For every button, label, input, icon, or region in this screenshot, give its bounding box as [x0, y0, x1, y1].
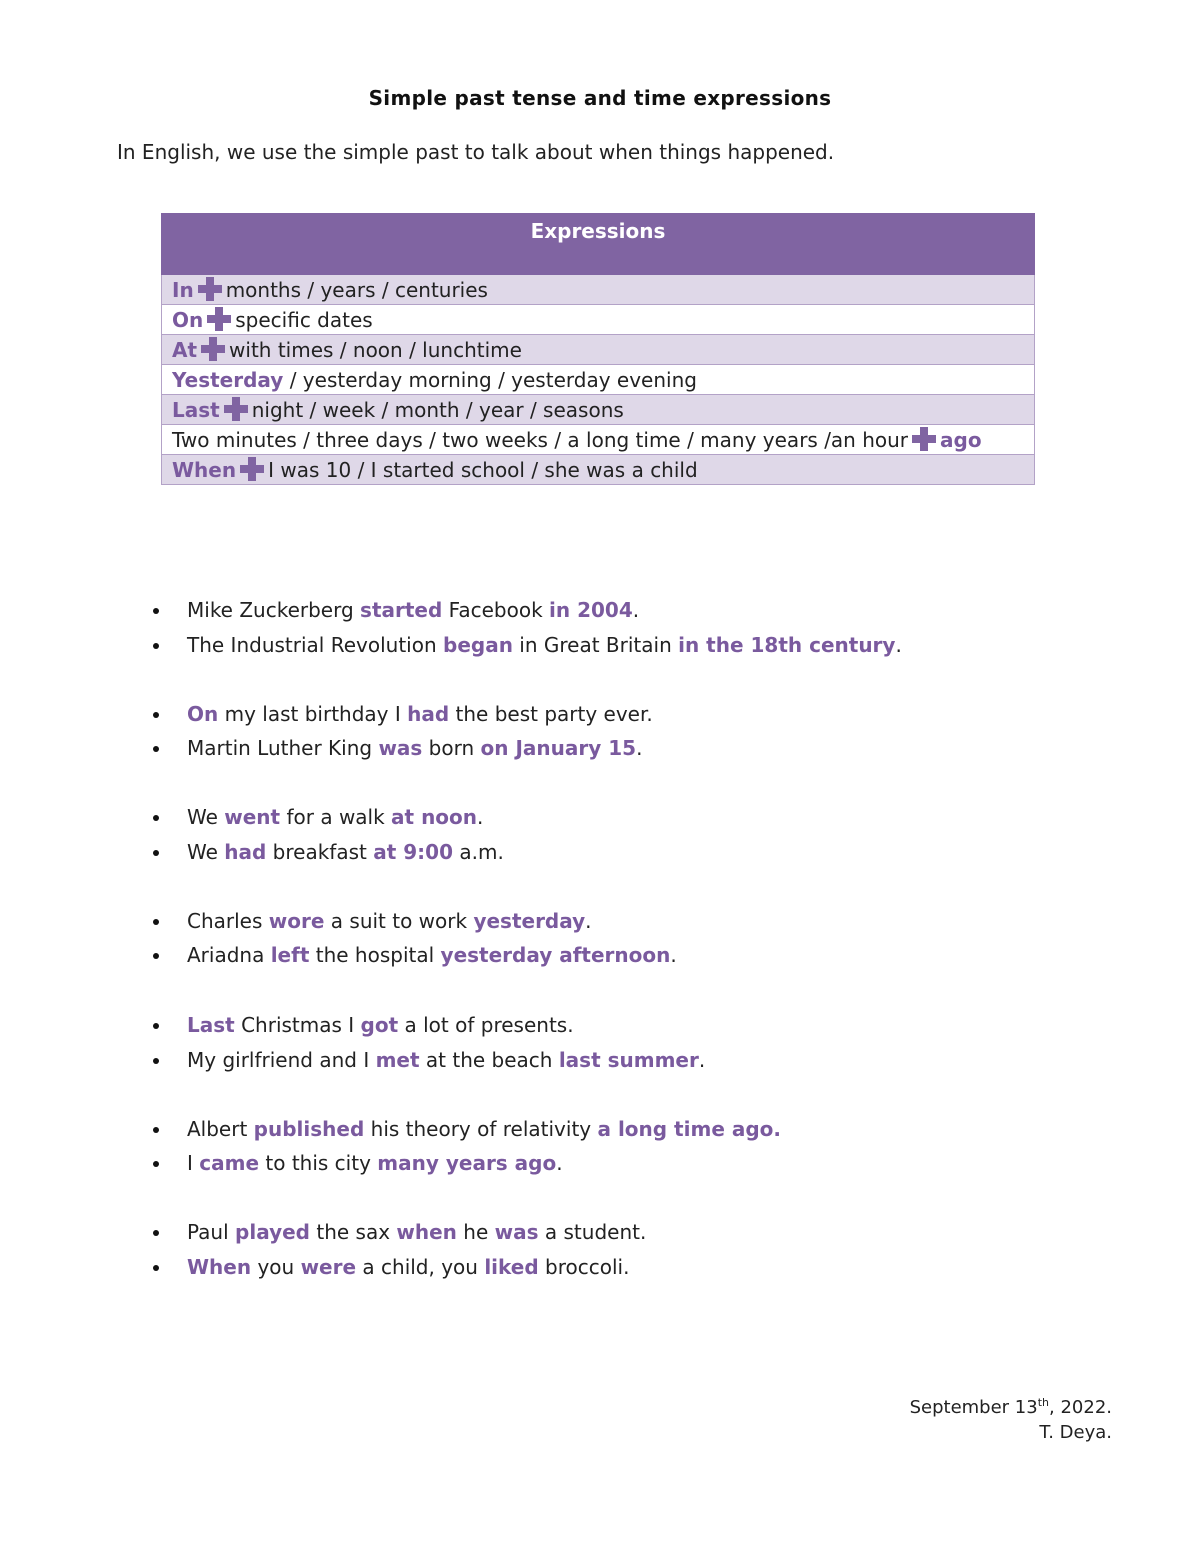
sentence-text: broccoli.	[538, 1255, 630, 1279]
page-title: Simple past tense and time expressions	[368, 86, 832, 110]
highlight-text: had	[407, 702, 450, 726]
highlight-text: played	[235, 1220, 310, 1244]
sentence-text: a student.	[538, 1220, 647, 1244]
highlight-text: liked	[484, 1255, 539, 1279]
row-keyword: In	[172, 278, 194, 302]
table-row	[162, 425, 1035, 455]
row-keyword: Yesterday	[172, 367, 284, 392]
sentence-text: his theory of relativity	[364, 1117, 598, 1141]
example-sentence	[187, 1048, 705, 1072]
highlight-text: at noon	[391, 805, 478, 829]
row-text: / yesterday morning / yesterday evening	[283, 367, 697, 392]
sentence-text: he	[456, 1220, 495, 1244]
sentence-text: a.m.	[453, 840, 504, 864]
sentence-text: Paul	[187, 1220, 236, 1244]
highlight-text: Last	[187, 1013, 235, 1037]
signature-date	[910, 1390, 1112, 1420]
row-keyword: On	[172, 308, 204, 332]
highlight-text: left	[270, 943, 310, 967]
highlight-text: wore	[268, 909, 325, 933]
row-text: night / week / month / year / seasons	[251, 398, 624, 422]
sentence-text: Facebook	[442, 598, 550, 622]
sentence-text: Martin Luther King	[187, 736, 379, 760]
example-sentence	[187, 1220, 646, 1244]
table-row	[162, 395, 1035, 425]
sentence-text: a child, you	[356, 1255, 485, 1279]
plus-icon	[207, 307, 231, 331]
example-sentence	[187, 1117, 781, 1141]
table-row	[162, 365, 1035, 395]
example-sentence	[187, 633, 902, 657]
row-text: specific dates	[235, 308, 373, 332]
table-row	[162, 455, 1035, 485]
row-keyword: When	[172, 458, 237, 482]
plus-icon	[198, 277, 222, 301]
highlight-text: at 9:00	[373, 840, 453, 864]
sentence-text: We	[187, 840, 225, 864]
highlight-text: in the 18th century	[678, 633, 896, 657]
sentence-text: you	[251, 1255, 301, 1279]
sentence-text: Ariadna	[187, 943, 271, 967]
highlight-text: when	[396, 1220, 457, 1244]
sentence-text: .	[632, 598, 640, 622]
highlight-text: was	[494, 1220, 539, 1244]
highlight-text: went	[224, 805, 281, 829]
row-keyword: Last	[172, 398, 220, 422]
example-sentence	[187, 1013, 574, 1037]
highlight-text: were	[300, 1255, 357, 1279]
plus-icon	[201, 337, 225, 361]
row-text: months / years / centuries	[225, 278, 488, 302]
sentence-text: I	[187, 1151, 200, 1175]
highlight-text: began	[443, 633, 513, 657]
sentence-text: My girlfriend and I	[187, 1048, 376, 1072]
sentence-text: for a walk	[280, 805, 392, 829]
highlight-text: a long time ago.	[597, 1117, 781, 1141]
date-suffix: th	[1037, 1396, 1050, 1409]
sentence-text: a suit to work	[324, 909, 474, 933]
example-sentence	[187, 943, 677, 967]
table-row	[162, 335, 1035, 365]
sentence-text: a lot of presents.	[398, 1013, 574, 1037]
highlight-text: came	[199, 1151, 260, 1175]
example-sentence	[187, 840, 504, 864]
row-keyword: At	[172, 338, 198, 362]
sentence-text: .	[698, 1048, 706, 1072]
date-year: , 2022.	[1049, 1397, 1112, 1418]
highlight-text: many years ago	[377, 1151, 557, 1175]
example-sentence	[187, 805, 483, 829]
sentence-text: We	[187, 805, 225, 829]
table-header: Expressions	[162, 214, 1035, 275]
sentence-text: .	[895, 633, 902, 657]
plus-icon	[240, 457, 264, 481]
plus-icon	[912, 427, 936, 451]
sentence-text: the hospital	[309, 943, 441, 967]
sentence-text: in Great Britain	[512, 633, 679, 657]
table-row	[162, 305, 1035, 335]
highlight-text: yesterday afternoon	[440, 943, 671, 967]
sentence-text: the best party ever.	[449, 702, 653, 726]
highlight-text: met	[375, 1048, 420, 1072]
highlight-text: on January 15	[480, 736, 637, 760]
sentence-text: Christmas I	[234, 1013, 361, 1037]
highlight-text: On	[187, 702, 219, 726]
sentence-text: .	[636, 736, 643, 760]
highlight-text: got	[360, 1013, 399, 1037]
row-keyword: ago	[940, 428, 982, 452]
sentence-text: Albert	[187, 1117, 254, 1141]
sentence-text: .	[585, 909, 592, 933]
row-text: with times / noon / lunchtime	[229, 338, 522, 362]
sentence-text: Mike Zuckerberg	[187, 598, 361, 622]
row-text: I was 10 / I started school / she was a child	[268, 458, 698, 482]
highlight-text: last summer	[558, 1048, 699, 1072]
sentence-text: my last birthday I	[218, 702, 408, 726]
example-sentence	[187, 1151, 563, 1175]
sentence-text: at the beach	[419, 1048, 559, 1072]
sentence-text: Charles	[187, 909, 269, 933]
example-sentence	[187, 909, 592, 933]
sentence-text: .	[477, 805, 484, 829]
date-text: September 13	[909, 1397, 1038, 1418]
highlight-text: When	[187, 1255, 252, 1279]
highlight-text: had	[224, 840, 267, 864]
example-sentence	[187, 1255, 629, 1279]
sentence-text: .	[670, 943, 677, 967]
highlight-text: was	[378, 736, 423, 760]
plus-icon	[224, 397, 248, 421]
sentence-text: .	[556, 1151, 563, 1175]
sentence-text: the sax	[310, 1220, 397, 1244]
table-row	[162, 275, 1035, 305]
highlight-text: published	[253, 1117, 365, 1141]
sentence-text: born	[422, 736, 481, 760]
signature-block	[910, 1390, 1112, 1445]
sentence-text: The Industrial Revolution	[187, 633, 443, 657]
signature-author: T. Deya.	[1039, 1422, 1112, 1443]
row-text: Two minutes / three days / two weeks / a long time / many years /an hour	[172, 428, 909, 452]
sentence-text: to this city	[259, 1151, 378, 1175]
intro-text: In English, we use the simple past to talk about when things happened.	[117, 140, 835, 164]
highlight-text: in 2004	[549, 598, 633, 622]
sentence-text: breakfast	[266, 840, 374, 864]
highlight-text: yesterday	[473, 909, 586, 933]
example-sentence	[187, 702, 653, 726]
example-sentence	[187, 736, 642, 760]
example-sentence	[187, 598, 639, 622]
highlight-text: started	[360, 598, 443, 622]
expressions-table	[161, 213, 1035, 485]
